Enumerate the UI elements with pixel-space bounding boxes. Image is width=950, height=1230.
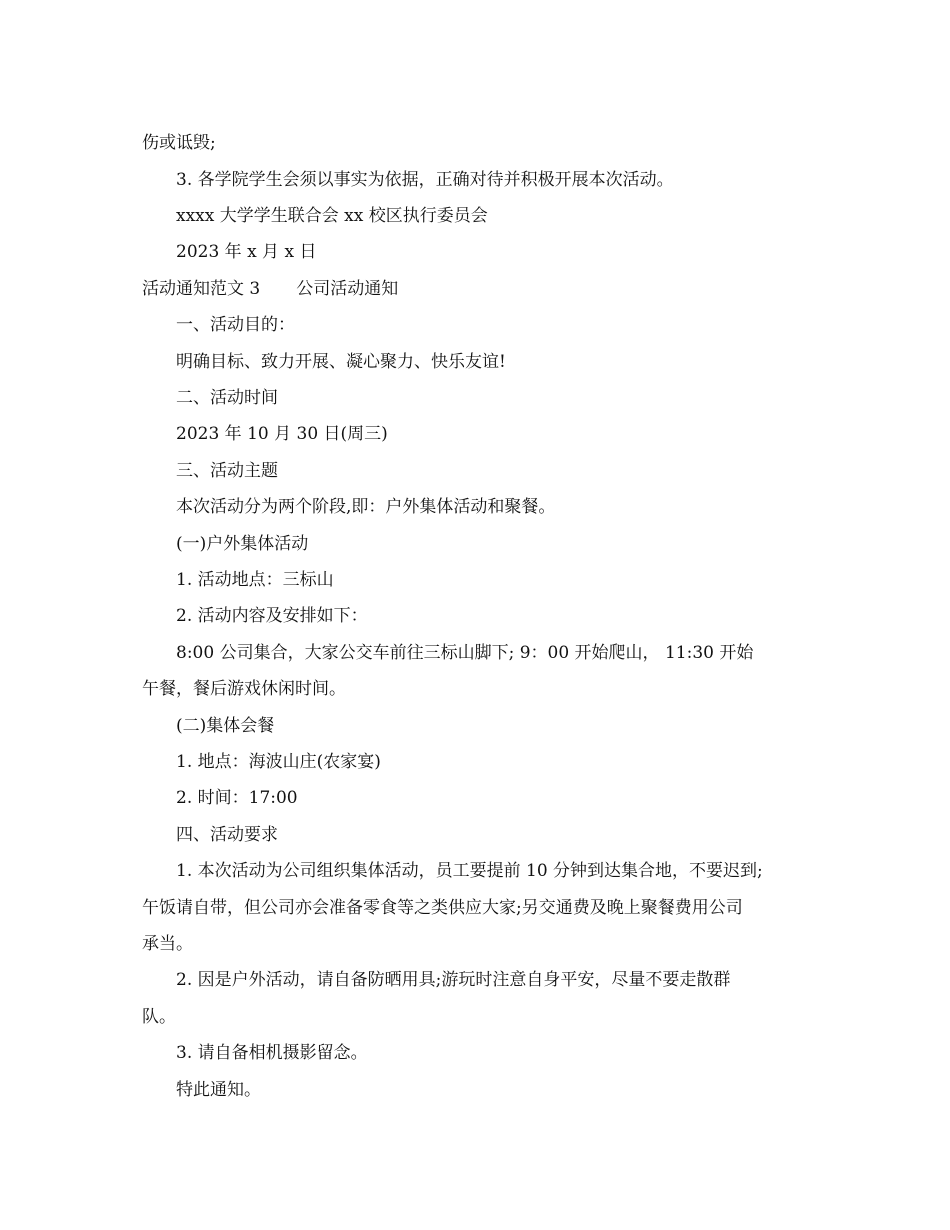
signature-org: xxxx 大学学生联合会 xx 校区执行委员会 [176,206,488,226]
text-line: 8:00 公司集合，大家公交车前往三标山脚下; 9：00 开始爬山， 11:30 开始 [176,643,754,663]
text-line: 1. 地点：海波山庄(农家宴) [176,752,381,772]
text-line: 2023 年 10 月 30 日(周三) [176,424,388,444]
text-line: 1. 活动地点：三标山 [176,570,334,590]
text-line: 午餐，餐后游戏休闲时间。 [142,679,346,699]
text-line: 2. 活动内容及安排如下： [176,606,368,626]
text-line: 1. 本次活动为公司组织集体活动，员工要提前 10 分钟到达集合地，不要迟到; [176,861,763,881]
closing-line: 特此通知。 [176,1080,261,1100]
text-line: 本次活动分为两个阶段,即：户外集体活动和聚餐。 [176,497,556,517]
text-line: 承当。 [142,934,193,954]
text-line: 3. 各学院学生会须以事实为依据，正确对待并积极开展本次活动。 [176,170,674,190]
text-line: 队。 [142,1007,176,1027]
text-line: 四、活动要求 [176,825,278,845]
text-line: 二、活动时间 [176,388,278,408]
text-line: 明确目标、致力开展、凝心聚力、快乐友谊! [176,352,506,372]
text-line: 3. 请自备相机摄影留念。 [176,1043,368,1063]
text-line: 伤或诋毁; [142,133,216,153]
signature-date: 2023 年 x 月 x 日 [176,242,317,262]
text-line: (一)户外集体活动 [176,534,309,554]
text-line: 午饭请自带，但公司亦会准备零食等之类供应大家;另交通费及晚上聚餐费用公司 [142,898,743,918]
text-line: 2. 时间：17:00 [176,788,298,808]
text-line: 一、活动目的： [176,315,295,335]
section-label: 活动通知范文 3 [142,279,261,299]
section-heading [142,279,398,299]
text-line: 2. 因是户外活动，请自备防晒用具;游玩时注意自身平安，尽量不要走散群 [176,970,731,990]
text-line: 三、活动主题 [176,461,278,481]
section-title: 公司活动通知 [296,279,399,299]
text-line: (二)集体会餐 [176,716,275,736]
